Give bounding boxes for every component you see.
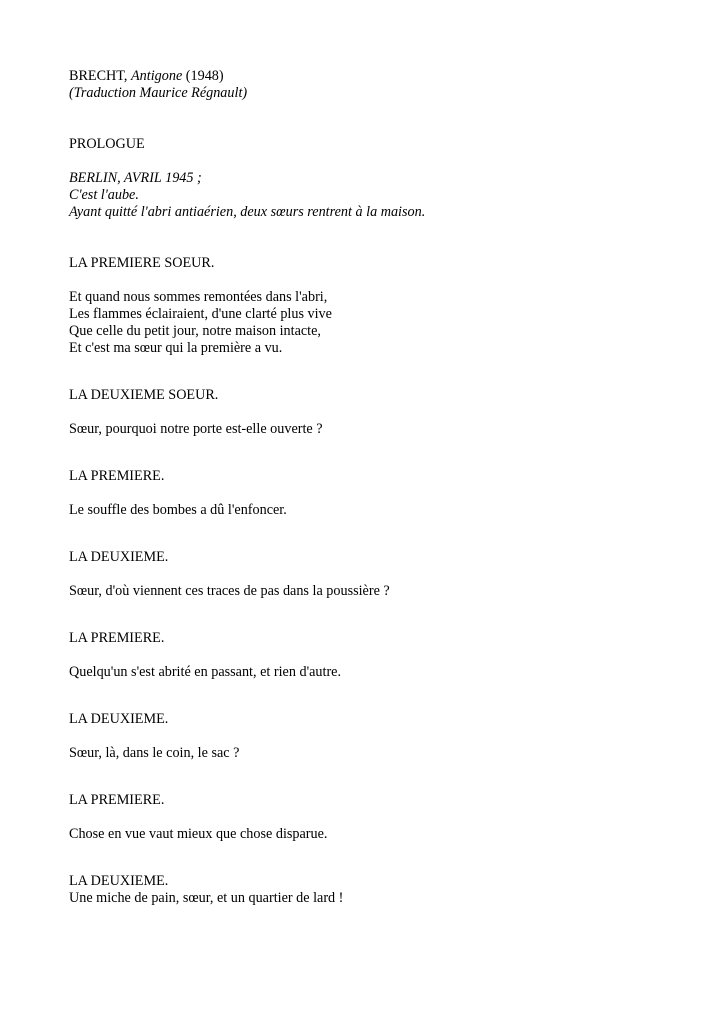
verse-line: Sœur, là, dans le coin, le sac ? [69, 745, 240, 761]
translation-credit: (Traduction Maurice Régnault) [69, 85, 248, 101]
title-block [69, 68, 689, 102]
verse-line: Sœur, d'où viennent ces traces de pas dans la poussière ? [69, 583, 390, 599]
speech-lines [69, 664, 689, 681]
speaker-name: LA DEUXIEME. [69, 549, 169, 565]
speech-lines [69, 745, 689, 762]
speech-lines [69, 289, 689, 357]
verse-line: Le souffle des bombes a dû l'enfoncer. [69, 502, 287, 518]
speaker-name: LA PREMIERE. [69, 468, 165, 484]
prologue-heading: PROLOGUE [69, 136, 145, 152]
verse-line: Et c'est ma sœur qui la première a vu. [69, 340, 283, 356]
speaker-name: LA PREMIERE. [69, 792, 165, 808]
stage-direction-line: BERLIN, AVRIL 1945 ; [69, 170, 202, 186]
speaker-name: LA PREMIERE SOEUR. [69, 255, 215, 271]
speaker-name: LA PREMIERE. [69, 630, 165, 646]
verse-line: Les flammes éclairaient, d'une clarté plus vive [69, 306, 332, 322]
verse-line: Que celle du petit jour, notre maison intacte, [69, 323, 321, 339]
speech [69, 468, 689, 519]
play-title: Antigone [131, 68, 183, 84]
author-name: BRECHT, [69, 68, 128, 84]
speech [69, 255, 689, 357]
speech [69, 549, 689, 600]
speech [69, 792, 689, 843]
speaker-name: LA DEUXIEME SOEUR. [69, 387, 219, 403]
play-year: (1948) [185, 68, 224, 84]
speech-lines [69, 421, 689, 438]
speech [69, 630, 689, 681]
verse-line: Quelqu'un s'est abrité en passant, et rien d'autre. [69, 664, 342, 680]
verse-line: Une miche de pain, sœur, et un quartier de lard ! [69, 890, 344, 906]
document-page [69, 68, 689, 907]
speech-lines [69, 502, 689, 519]
verse-line: Sœur, pourquoi notre porte est-elle ouverte ? [69, 421, 323, 437]
speech [69, 711, 689, 762]
speaker-name: LA DEUXIEME. [69, 711, 169, 727]
speaker-name: LA DEUXIEME. [69, 873, 169, 889]
title-line [69, 68, 689, 85]
speech-lines [69, 826, 689, 843]
stage-direction-line: C'est l'aube. [69, 187, 139, 203]
stage-direction-line: Ayant quitté l'abri antiaérien, deux sœurs rentrent à la maison. [69, 204, 426, 220]
prologue-heading-block [69, 136, 689, 153]
speech-lines [69, 583, 689, 600]
verse-line: Et quand nous sommes remontées dans l'abri, [69, 289, 328, 305]
verse-line: Chose en vue vaut mieux que chose disparue. [69, 826, 328, 842]
speech [69, 387, 689, 438]
stage-directions [69, 170, 689, 221]
speech [69, 873, 689, 907]
